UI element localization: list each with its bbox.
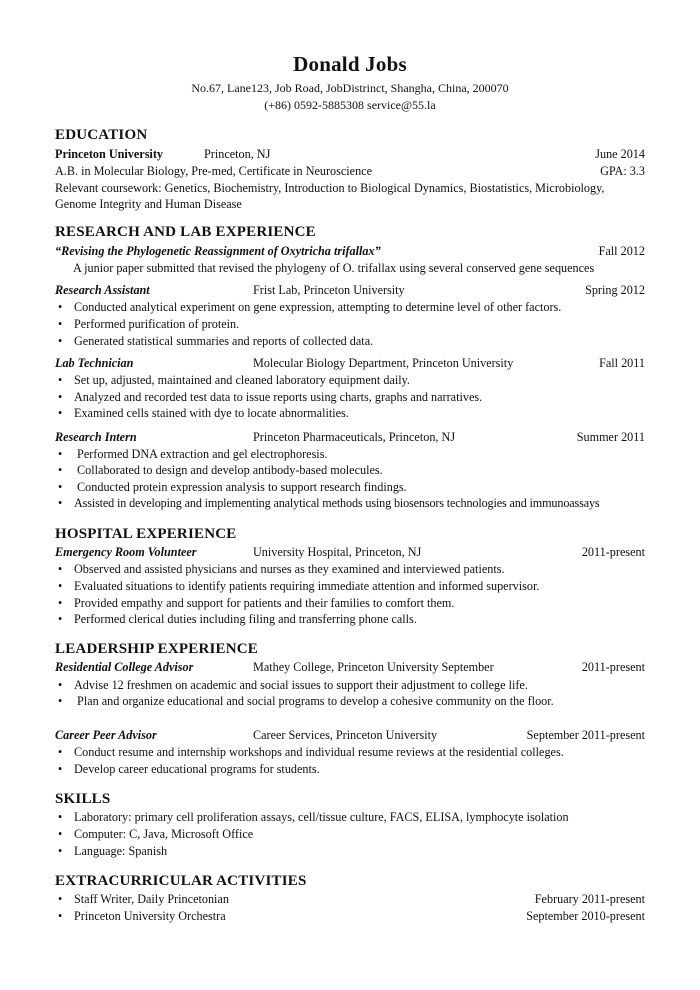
activities-heading: EXTRACURRICULAR ACTIVITIES (55, 873, 307, 889)
bullet-icon: • (58, 300, 63, 314)
job-date: Fall 2011 (599, 356, 645, 370)
address-line: No.67, Lane123, Job Road, JobDistrinct, Shangha, China, 200070 (191, 81, 509, 95)
bullet-icon: • (58, 447, 63, 461)
list-item (58, 596, 648, 611)
bullet-icon: • (58, 480, 63, 494)
list-item-text: Examined cells stained with dye to locate abnormalities. (74, 406, 349, 420)
bullet-icon: • (58, 694, 63, 708)
list-item-text: Provided empathy and support for patients and their families to comfort them. (74, 596, 455, 610)
list-item-text: Performed clerical duties including filing and transferring phone calls. (74, 612, 417, 626)
job-org: Career Services, Princeton University (253, 728, 438, 742)
bullet-icon: • (58, 373, 63, 387)
list-item (58, 562, 648, 577)
paper-date: Fall 2012 (598, 244, 645, 258)
job-date: 2011-present (581, 545, 645, 559)
list-item (58, 317, 648, 332)
list-item (58, 373, 648, 388)
bullet-icon: • (58, 762, 63, 776)
job-title: Emergency Room Volunteer (55, 545, 197, 559)
job-date: 2011-present (581, 660, 645, 674)
list-item-text: Advise 12 freshmen on academic and social issues to support their adjustment to college life. (74, 678, 528, 692)
job-org: University Hospital, Princeton, NJ (253, 545, 422, 559)
school-location: Princeton, NJ (204, 147, 271, 161)
list-item (58, 909, 645, 925)
list-item-text: Performed DNA extraction and gel electrophoresis. (74, 447, 328, 461)
graduation-date: June 2014 (595, 147, 645, 161)
job-date: September 2011-present (526, 728, 645, 742)
list-item-text: Language: Spanish (74, 844, 168, 858)
bullet-icon: • (58, 334, 63, 348)
job-row (55, 728, 645, 744)
job-row (55, 660, 645, 676)
bullet-icon: • (58, 317, 63, 331)
list-item (58, 496, 648, 511)
list-item (58, 390, 648, 405)
list-item (58, 762, 648, 777)
bullet-icon: • (58, 579, 63, 593)
activity-text: Staff Writer, Daily Princetonian (74, 892, 229, 906)
job-org: Molecular Biology Department, Princeton University (253, 356, 514, 370)
candidate-name: Donald Jobs (293, 52, 407, 76)
paper-description: A junior paper submitted that revised the phylogeny of O. trifallax using several conserved gene sequences (73, 261, 595, 275)
list-item (58, 678, 648, 693)
research-heading: RESEARCH AND LAB EXPERIENCE (55, 224, 316, 240)
bullet-icon: • (58, 406, 63, 420)
job-title: Research Intern (55, 430, 137, 444)
list-item-text: Observed and assisted physicians and nurses as they examined and interviewed patients. (74, 562, 505, 576)
job-date: Spring 2012 (585, 283, 645, 297)
list-item (58, 334, 648, 349)
list-item (58, 300, 648, 315)
activity-label (58, 909, 226, 924)
bullet-icon: • (58, 827, 63, 841)
list-item-text: Collaborated to design and develop antibody-based molecules. (74, 463, 383, 477)
activity-text: Princeton University Orchestra (74, 909, 226, 923)
education-degree-row (55, 164, 645, 180)
bullet-icon: • (58, 596, 63, 610)
bullet-icon: • (58, 390, 63, 404)
list-item (58, 447, 648, 462)
job-title: Residential College Advisor (55, 660, 194, 674)
list-item (58, 480, 648, 495)
list-item-text: Develop career educational programs for students. (74, 762, 320, 776)
list-item-text: Assisted in developing and implementing analytical methods using biosensors technologies and immunoassays (74, 496, 600, 510)
bullet-icon: • (58, 496, 63, 510)
bullet-icon: • (58, 678, 63, 692)
list-item-text: Plan and organize educational and social programs to develop a cohesive community on the floor. (74, 694, 554, 708)
activity-date: February 2011-present (534, 892, 645, 906)
list-item (58, 745, 648, 760)
list-item (58, 827, 648, 842)
list-item-text: Conducted protein expression analysis to support research findings. (74, 480, 407, 494)
contact-line: (+86) 0592-5885308 service@55.la (264, 98, 436, 112)
paper-title: “Revising the Phylogenetic Reassignment of Oxytricha trifallax” (55, 244, 381, 258)
job-date: Summer 2011 (576, 430, 645, 444)
list-item-text: Laboratory: primary cell proliferation assays, cell/tissue culture, FACS, ELISA, lymphocyte isolation (74, 810, 569, 824)
job-title: Lab Technician (55, 356, 134, 370)
bullet-icon: • (58, 463, 63, 477)
list-item (58, 810, 648, 825)
coursework-line-2: Genome Integrity and Human Disease (55, 197, 242, 211)
job-row (55, 545, 645, 561)
bullet-icon: • (58, 844, 63, 858)
bullet-icon: • (58, 892, 63, 906)
bullet-icon: • (58, 909, 63, 923)
job-title: Career Peer Advisor (55, 728, 157, 742)
list-item-text: Evaluated situations to identify patients requiring immediate attention and informed supervisor. (74, 579, 540, 593)
list-item (58, 579, 648, 594)
education-heading: EDUCATION (55, 127, 148, 143)
list-item-text: Computer: C, Java, Microsoft Office (74, 827, 254, 841)
job-org: Princeton Pharmaceuticals, Princeton, NJ (253, 430, 456, 444)
bullet-icon: • (58, 562, 63, 576)
list-item-text: Performed purification of protein. (74, 317, 240, 331)
bullet-icon: • (58, 745, 63, 759)
bullet-icon: • (58, 612, 63, 626)
job-row (55, 430, 645, 446)
education-school-row (55, 147, 645, 163)
list-item-text: Analyzed and recorded test data to issue reports using charts, graphs and narratives. (74, 390, 483, 404)
activity-label (58, 892, 229, 907)
list-item (58, 612, 648, 627)
job-row (55, 356, 645, 372)
paper-row (55, 244, 645, 260)
bullet-icon: • (58, 810, 63, 824)
list-item (58, 463, 648, 478)
list-item-text: Conduct resume and internship workshops and individual resume reviews at the residential colleges. (74, 745, 564, 759)
skills-heading: SKILLS (55, 791, 111, 807)
hospital-heading: HOSPITAL EXPERIENCE (55, 526, 237, 542)
list-item (58, 892, 645, 908)
list-item-text: Generated statistical summaries and reports of collected data. (74, 334, 374, 348)
job-row (55, 283, 645, 299)
gpa: GPA: 3.3 (600, 164, 645, 178)
list-item-text: Set up, adjusted, maintained and cleaned laboratory equipment daily. (74, 373, 410, 387)
list-item-text: Conducted analytical experiment on gene expression, attempting to determine level of other factors. (74, 300, 562, 314)
job-org: Frist Lab, Princeton University (253, 283, 405, 297)
job-title: Research Assistant (55, 283, 150, 297)
list-item (58, 694, 648, 709)
list-item (58, 844, 648, 859)
coursework-line-1: Relevant coursework: Genetics, Biochemistry, Introduction to Biological Dynamics, Biostatistics, Microbiology, (55, 181, 605, 195)
list-item (58, 406, 648, 421)
leadership-heading: LEADERSHIP EXPERIENCE (55, 641, 258, 657)
activity-date: September 2010-present (526, 909, 645, 923)
school-name: Princeton University (55, 147, 163, 161)
job-org: Mathey College, Princeton University September (253, 660, 494, 674)
degree: A.B. in Molecular Biology, Pre-med, Certificate in Neuroscience (55, 164, 373, 178)
